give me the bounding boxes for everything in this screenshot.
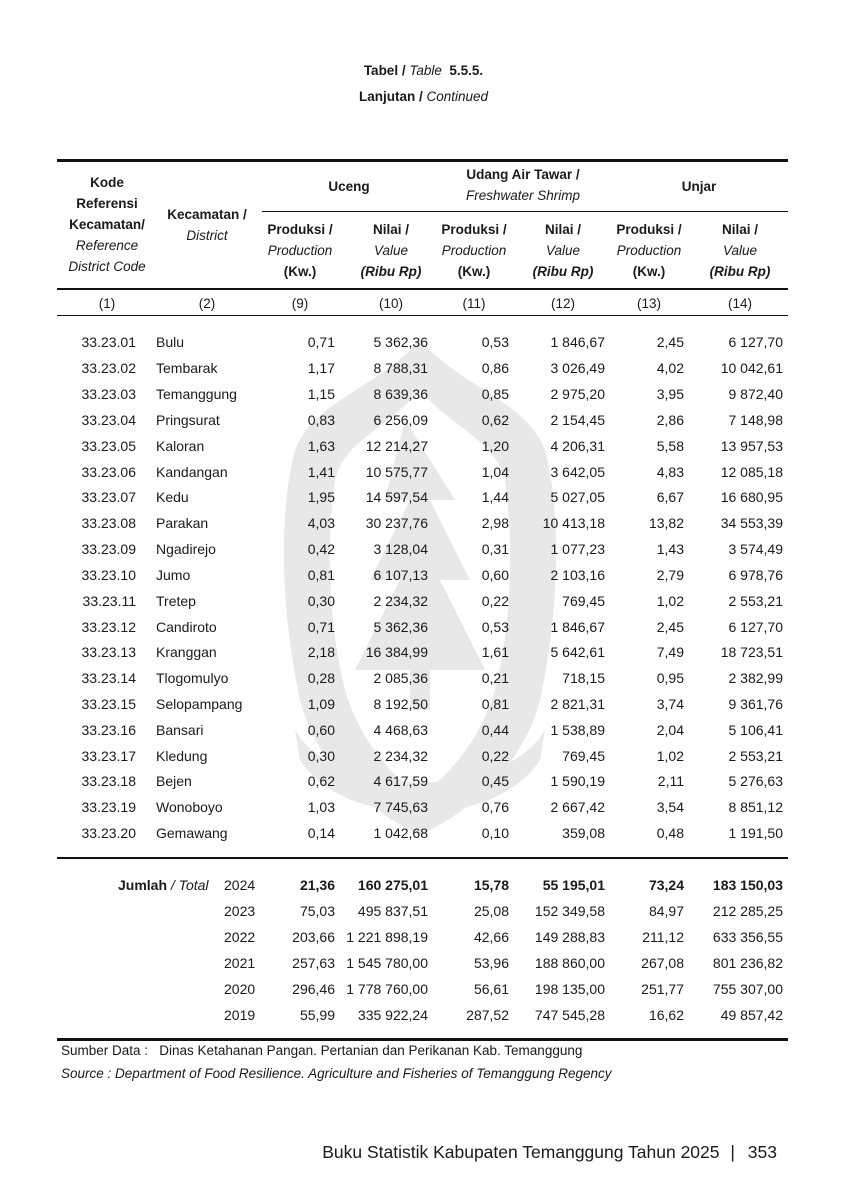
cell-udang-produksi: 15,78 — [473, 877, 509, 893]
cell-udang-produksi: 1,20 — [481, 438, 509, 454]
cell-udang-produksi: 0,22 — [481, 748, 509, 764]
cell-district: Bejen — [156, 773, 192, 789]
cell-udang-produksi: 56,61 — [473, 981, 509, 997]
nilai-label-en: Value — [722, 243, 758, 258]
colnum-1: (1) — [98, 296, 116, 311]
cell-uceng-nilai: 8 639,36 — [373, 386, 428, 402]
tabel-number: 5.5.5. — [449, 63, 484, 78]
cell-district: Kandangan — [156, 464, 228, 480]
cell-unjar-produksi: 3,95 — [656, 386, 684, 402]
cell-unjar-nilai: 1 191,50 — [728, 825, 783, 841]
cell-udang-produksi: 0,53 — [481, 334, 509, 350]
cell-year: 2023 — [224, 903, 256, 919]
nilai-label: Nilai / — [721, 222, 758, 237]
cell-uceng-produksi: 1,15 — [307, 386, 335, 402]
cell-district: Kedu — [156, 489, 189, 505]
header-udang-line1: Udang Air Tawar / — [466, 167, 580, 182]
tabel-label-en: Table — [409, 63, 442, 78]
cell-udang-produksi: 0,76 — [481, 799, 509, 815]
cell-unjar-produksi: 4,83 — [656, 464, 684, 480]
cell-code: 33.23.01 — [81, 334, 136, 350]
book-title: Buku Statistik Kabupaten Temanggung Tahun 2025 — [322, 1142, 720, 1162]
cell-udang-produksi: 0,22 — [481, 593, 509, 609]
cell-uceng-produksi: 1,17 — [307, 360, 335, 376]
cell-uceng-produksi: 55,99 — [299, 1007, 335, 1023]
cell-udang-produksi: 0,10 — [481, 825, 509, 841]
cell-code: 33.23.09 — [81, 541, 136, 557]
table-title — [0, 63, 847, 78]
header-kecamatan-line2: District — [186, 228, 228, 243]
cell-uceng-produksi: 0,14 — [307, 825, 335, 841]
cell-unjar-nilai: 6 127,70 — [728, 334, 783, 350]
table-row — [0, 768, 847, 794]
cell-udang-nilai: 2 821,31 — [550, 696, 605, 712]
cell-unjar-produksi: 2,86 — [656, 412, 684, 428]
cell-uceng-nilai: 2 234,32 — [373, 748, 428, 764]
cell-uceng-nilai: 3 128,04 — [373, 541, 428, 557]
table-row — [0, 614, 847, 640]
cell-code: 33.23.04 — [81, 412, 136, 428]
cell-udang-nilai: 769,45 — [562, 593, 605, 609]
cell-uceng-produksi: 1,03 — [307, 799, 335, 815]
total-label-en: / Total — [170, 877, 209, 893]
cell-unjar-produksi: 7,49 — [656, 644, 684, 660]
cell-code: 33.23.14 — [81, 670, 136, 686]
cell-district: Bansari — [156, 722, 204, 738]
cell-uceng-produksi: 2,18 — [307, 644, 335, 660]
table-row — [0, 381, 847, 407]
cell-uceng-produksi: 0,30 — [307, 593, 335, 609]
cell-district: Ngadirejo — [156, 541, 216, 557]
colnum-14: (14) — [727, 296, 752, 311]
cell-district: Candiroto — [156, 619, 217, 635]
cell-code: 33.23.15 — [81, 696, 136, 712]
cell-code: 33.23.20 — [81, 825, 136, 841]
header-kode-line1: Kode — [90, 175, 124, 190]
cell-unjar-produksi: 211,12 — [642, 929, 684, 945]
cell-district: Parakan — [156, 515, 209, 531]
cell-uceng-produksi: 0,62 — [307, 773, 335, 789]
cell-unjar-nilai: 49 857,42 — [720, 1007, 783, 1023]
lanjutan-label: Lanjutan / — [358, 89, 423, 104]
cell-code: 33.23.10 — [81, 567, 136, 583]
nilai-unit: (Ribu Rp) — [360, 264, 422, 279]
cell-unjar-nilai: 18 723,51 — [720, 644, 783, 660]
cell-udang-produksi: 0,31 — [481, 541, 509, 557]
cell-unjar-nilai: 6 978,76 — [728, 567, 783, 583]
produksi-unit: (Kw.) — [457, 264, 491, 279]
cell-udang-nilai: 747 545,28 — [534, 1007, 605, 1023]
table-row — [0, 484, 847, 510]
cell-uceng-nilai: 16 384,99 — [365, 644, 428, 660]
table-top-rule — [57, 159, 788, 162]
header-nilai-unjar — [694, 219, 786, 282]
cell-unjar-produksi: 4,02 — [656, 360, 684, 376]
cell-code: 33.23.11 — [82, 593, 136, 609]
nilai-unit: (Ribu Rp) — [532, 264, 594, 279]
cell-udang-nilai: 198 135,00 — [534, 981, 605, 997]
cell-uceng-produksi: 0,81 — [307, 567, 335, 583]
cell-unjar-produksi: 267,08 — [641, 955, 684, 971]
cell-udang-produksi: 2,98 — [481, 515, 509, 531]
cell-unjar-nilai: 34 553,39 — [720, 515, 783, 531]
source-note-en: Source : Department of Food Resilience. Agriculture and Fisheries of Temanggung Regency — [61, 1066, 612, 1081]
table-row — [0, 743, 847, 769]
source-note-id: Sumber Data : Dinas Ketahanan Pangan. Pertanian dan Perikanan Kab. Temanggung — [61, 1043, 583, 1058]
cell-district: Kranggan — [156, 644, 217, 660]
lanjutan-label-en: Continued — [426, 89, 489, 104]
table-row — [0, 794, 847, 820]
cell-udang-produksi: 25,08 — [473, 903, 509, 919]
cell-udang-nilai: 10 413,18 — [542, 515, 605, 531]
cell-unjar-produksi: 1,43 — [656, 541, 684, 557]
cell-unjar-produksi: 2,79 — [656, 567, 684, 583]
cell-uceng-produksi: 1,63 — [307, 438, 335, 454]
table-row — [0, 717, 847, 743]
cell-udang-nilai: 1 846,67 — [550, 334, 605, 350]
cell-udang-produksi: 0,53 — [481, 619, 509, 635]
header-produksi-uceng — [262, 219, 338, 282]
cell-unjar-nilai: 12 085,18 — [720, 464, 783, 480]
cell-code: 33.23.13 — [81, 644, 136, 660]
cell-uceng-nilai: 1 042,68 — [373, 825, 428, 841]
nilai-label-en: Value — [545, 243, 581, 258]
cell-udang-nilai: 4 206,31 — [550, 438, 605, 454]
cell-unjar-nilai: 7 148,98 — [728, 412, 783, 428]
table-subtitle — [0, 89, 847, 104]
header-nilai-udang — [518, 219, 608, 282]
cell-uceng-nilai: 1 221 898,19 — [346, 929, 428, 945]
cell-uceng-nilai: 8 192,50 — [373, 696, 428, 712]
cell-unjar-produksi: 5,58 — [656, 438, 684, 454]
colnum-13: (13) — [636, 296, 661, 311]
cell-uceng-produksi: 257,63 — [292, 955, 335, 971]
cell-udang-produksi: 287,52 — [466, 1007, 509, 1023]
produksi-label: Produksi / — [616, 222, 682, 237]
cell-unjar-produksi: 251,77 — [641, 981, 684, 997]
cell-code: 33.23.07 — [81, 489, 136, 505]
cell-district: Gemawang — [156, 825, 228, 841]
cell-unjar-nilai: 5 106,41 — [728, 722, 783, 738]
cell-uceng-produksi: 0,28 — [307, 670, 335, 686]
cell-uceng-produksi: 21,36 — [299, 877, 335, 893]
cell-udang-produksi: 1,44 — [481, 489, 509, 505]
cell-udang-nilai: 2 667,42 — [550, 799, 605, 815]
cell-udang-nilai: 1 846,67 — [550, 619, 605, 635]
nilai-unit: (Ribu Rp) — [709, 264, 771, 279]
header-kode-line5: District Code — [68, 259, 146, 274]
cell-unjar-produksi: 1,02 — [656, 748, 684, 764]
cell-unjar-nilai: 13 957,53 — [720, 438, 783, 454]
cell-uceng-produksi: 0,71 — [307, 619, 335, 635]
cell-uceng-nilai: 1 778 760,00 — [346, 981, 428, 997]
cell-udang-produksi: 0,44 — [481, 722, 509, 738]
cell-district: Kledung — [156, 748, 208, 764]
cell-unjar-produksi: 73,24 — [648, 877, 684, 893]
table-row — [0, 639, 847, 665]
cell-unjar-produksi: 13,82 — [648, 515, 684, 531]
header-produksi-unjar — [610, 219, 688, 282]
cell-udang-produksi: 0,85 — [481, 386, 509, 402]
cell-uceng-produksi: 4,03 — [307, 515, 335, 531]
colnum-10: (10) — [378, 296, 403, 311]
cell-year: 2019 — [224, 1007, 256, 1023]
header-kecamatan-line1: Kecamatan / — [167, 207, 247, 222]
cell-uceng-produksi: 203,66 — [292, 929, 335, 945]
cell-unjar-nilai: 3 574,49 — [728, 541, 783, 557]
table-row — [0, 407, 847, 433]
cell-udang-nilai: 2 154,45 — [550, 412, 605, 428]
cell-code: 33.23.03 — [81, 386, 136, 402]
cell-district: Tretep — [156, 593, 196, 609]
cell-code: 33.23.08 — [81, 515, 136, 531]
cell-unjar-nilai: 633 356,55 — [712, 929, 783, 945]
cell-uceng-nilai: 160 275,01 — [357, 877, 428, 893]
cell-uceng-nilai: 335 922,24 — [357, 1007, 428, 1023]
cell-udang-produksi: 0,62 — [481, 412, 509, 428]
nilai-label: Nilai / — [544, 222, 581, 237]
cell-uceng-produksi: 0,60 — [307, 722, 335, 738]
cell-udang-nilai: 2 975,20 — [550, 386, 605, 402]
total-row — [0, 872, 847, 898]
total-top-rule — [57, 857, 788, 859]
cell-udang-produksi: 53,96 — [473, 955, 509, 971]
cell-unjar-nilai: 9 361,76 — [728, 696, 783, 712]
cell-udang-produksi: 0,45 — [481, 773, 509, 789]
cell-year: 2024 — [224, 877, 256, 893]
cell-udang-nilai: 149 288,83 — [534, 929, 605, 945]
header-group-udang — [436, 164, 610, 206]
cell-uceng-nilai: 4 468,63 — [373, 722, 428, 738]
table-row — [0, 536, 847, 562]
cell-uceng-produksi: 1,41 — [307, 464, 335, 480]
cell-unjar-produksi: 16,62 — [648, 1007, 684, 1023]
cell-unjar-produksi: 0,48 — [656, 825, 684, 841]
cell-uceng-nilai: 2 234,32 — [373, 593, 428, 609]
produksi-label-en: Production — [441, 243, 507, 258]
cell-udang-nilai: 718,15 — [562, 670, 605, 686]
cell-uceng-nilai: 1 545 780,00 — [346, 955, 428, 971]
cell-unjar-produksi: 0,95 — [656, 670, 684, 686]
table-row — [0, 329, 847, 355]
nilai-label-en: Value — [373, 243, 409, 258]
cell-uceng-nilai: 12 214,27 — [365, 438, 428, 454]
cell-udang-produksi: 0,81 — [481, 696, 509, 712]
cell-uceng-nilai: 30 237,76 — [365, 515, 428, 531]
table-row — [0, 562, 847, 588]
cell-district: Selopampang — [156, 696, 243, 712]
table-bottom-rule — [57, 1038, 788, 1041]
header-unjar-label: Unjar — [681, 179, 717, 194]
cell-unjar-nilai: 183 150,03 — [712, 877, 783, 893]
cell-district: Temanggung — [156, 386, 237, 402]
total-label — [118, 872, 209, 898]
cell-uceng-nilai: 10 575,77 — [365, 464, 428, 480]
cell-code: 33.23.18 — [81, 773, 136, 789]
cell-uceng-produksi: 1,09 — [307, 696, 335, 712]
cell-year: 2022 — [224, 929, 256, 945]
cell-udang-produksi: 42,66 — [473, 929, 509, 945]
cell-code: 33.23.02 — [81, 360, 136, 376]
cell-udang-nilai: 152 349,58 — [534, 903, 605, 919]
cell-district: Bulu — [156, 334, 185, 350]
header-kode-line2: Referensi — [76, 196, 138, 211]
cell-udang-nilai: 188 860,00 — [534, 955, 605, 971]
table-row — [0, 820, 847, 846]
tabel-label: Tabel / — [363, 63, 406, 78]
header-kecamatan — [157, 204, 257, 246]
cell-uceng-produksi: 0,42 — [307, 541, 335, 557]
cell-uceng-produksi: 0,30 — [307, 748, 335, 764]
cell-uceng-produksi: 0,71 — [307, 334, 335, 350]
cell-uceng-nilai: 495 837,51 — [357, 903, 428, 919]
produksi-unit: (Kw.) — [632, 264, 666, 279]
page-number: 353 — [747, 1142, 777, 1162]
colnum-bottom-rule — [57, 315, 788, 316]
cell-udang-produksi: 0,86 — [481, 360, 509, 376]
cell-code: 33.23.17 — [81, 748, 136, 764]
cell-udang-produksi: 0,60 — [481, 567, 509, 583]
cell-code: 33.23.06 — [81, 464, 136, 480]
total-row — [0, 976, 847, 1002]
cell-uceng-nilai: 5 362,36 — [373, 334, 428, 350]
total-row — [0, 1002, 847, 1028]
cell-uceng-produksi: 296,46 — [292, 981, 335, 997]
cell-uceng-produksi: 1,95 — [307, 489, 335, 505]
cell-district: Jumo — [156, 567, 191, 583]
nilai-label: Nilai / — [372, 222, 409, 237]
cell-unjar-produksi: 2,04 — [656, 722, 684, 738]
total-row — [0, 950, 847, 976]
cell-uceng-produksi: 0,83 — [307, 412, 335, 428]
colnum-2: (2) — [198, 296, 216, 311]
cell-udang-produksi: 1,61 — [481, 644, 509, 660]
header-group-rule — [262, 211, 788, 212]
cell-uceng-nilai: 14 597,54 — [365, 489, 428, 505]
cell-unjar-produksi: 2,45 — [656, 334, 684, 350]
header-udang-line2: Freshwater Shrimp — [465, 188, 581, 203]
cell-udang-nilai: 1 538,89 — [550, 722, 605, 738]
cell-unjar-nilai: 2 382,99 — [728, 670, 783, 686]
footer-separator: | — [730, 1142, 735, 1162]
total-label-id: Jumlah — [118, 877, 168, 893]
cell-unjar-produksi: 1,02 — [656, 593, 684, 609]
cell-unjar-nilai: 2 553,21 — [728, 593, 783, 609]
cell-uceng-produksi: 75,03 — [299, 903, 335, 919]
cell-uceng-nilai: 6 256,09 — [373, 412, 428, 428]
cell-district: Wonoboyo — [156, 799, 223, 815]
cell-udang-nilai: 3 642,05 — [550, 464, 605, 480]
cell-unjar-produksi: 3,54 — [656, 799, 684, 815]
cell-unjar-nilai: 10 042,61 — [720, 360, 783, 376]
table-row — [0, 459, 847, 485]
colnum-12: (12) — [550, 296, 575, 311]
cell-unjar-nilai: 9 872,40 — [728, 386, 783, 402]
cell-udang-produksi: 0,21 — [481, 670, 509, 686]
cell-udang-nilai: 359,08 — [562, 825, 605, 841]
total-row — [0, 924, 847, 950]
cell-unjar-nilai: 6 127,70 — [728, 619, 783, 635]
cell-unjar-produksi: 84,97 — [648, 903, 684, 919]
cell-unjar-nilai: 16 680,95 — [720, 489, 783, 505]
cell-year: 2020 — [224, 981, 256, 997]
total-row — [0, 898, 847, 924]
cell-unjar-produksi: 2,11 — [657, 773, 684, 789]
produksi-label-en: Production — [267, 243, 333, 258]
cell-code: 33.23.16 — [81, 722, 136, 738]
table-row — [0, 588, 847, 614]
cell-code: 33.23.12 — [81, 619, 136, 635]
cell-district: Tembarak — [156, 360, 218, 376]
cell-unjar-nilai: 8 851,12 — [728, 799, 783, 815]
header-kode — [57, 172, 157, 277]
table-row — [0, 355, 847, 381]
cell-unjar-nilai: 801 236,82 — [712, 955, 783, 971]
produksi-label-en: Production — [616, 243, 682, 258]
cell-unjar-produksi: 6,67 — [656, 489, 684, 505]
cell-uceng-nilai: 2 085,36 — [373, 670, 428, 686]
cell-udang-nilai: 1 077,23 — [550, 541, 605, 557]
cell-unjar-nilai: 212 285,25 — [712, 903, 783, 919]
cell-uceng-nilai: 7 745,63 — [373, 799, 428, 815]
cell-district: Kaloran — [156, 438, 205, 454]
header-kode-line3: Kecamatan/ — [69, 217, 145, 232]
cell-uceng-nilai: 4 617,59 — [373, 773, 428, 789]
cell-unjar-nilai: 5 276,63 — [728, 773, 783, 789]
cell-udang-nilai: 3 026,49 — [550, 360, 605, 376]
cell-udang-nilai: 55 195,01 — [542, 877, 605, 893]
cell-unjar-nilai: 755 307,00 — [712, 981, 783, 997]
cell-code: 33.23.05 — [81, 438, 136, 454]
cell-district: Tlogomulyo — [156, 670, 229, 686]
produksi-label: Produksi / — [267, 222, 333, 237]
cell-district: Pringsurat — [156, 412, 220, 428]
table-row — [0, 691, 847, 717]
cell-uceng-nilai: 5 362,36 — [373, 619, 428, 635]
cell-udang-nilai: 769,45 — [562, 748, 605, 764]
header-nilai-uceng — [346, 219, 436, 282]
header-kode-line4: Reference — [75, 238, 139, 253]
cell-udang-nilai: 2 103,16 — [550, 567, 605, 583]
cell-udang-nilai: 1 590,19 — [550, 773, 605, 789]
colnum-9: (9) — [291, 296, 309, 311]
table-row — [0, 433, 847, 459]
cell-unjar-produksi: 3,74 — [656, 696, 684, 712]
header-produksi-udang — [436, 219, 512, 282]
header-group-uceng — [262, 176, 436, 197]
header-bottom-rule — [57, 288, 788, 290]
cell-year: 2021 — [224, 955, 256, 971]
header-group-unjar — [610, 176, 788, 197]
cell-udang-nilai: 5 642,61 — [550, 644, 605, 660]
colnum-11: (11) — [462, 296, 486, 311]
header-uceng-label: Uceng — [328, 179, 370, 194]
table-row — [0, 510, 847, 536]
page-footer — [322, 1142, 777, 1163]
produksi-label: Produksi / — [441, 222, 507, 237]
produksi-unit: (Kw.) — [283, 264, 317, 279]
table-row — [0, 665, 847, 691]
cell-unjar-produksi: 2,45 — [656, 619, 684, 635]
cell-udang-nilai: 5 027,05 — [550, 489, 605, 505]
cell-udang-produksi: 1,04 — [481, 464, 509, 480]
cell-uceng-nilai: 8 788,31 — [373, 360, 428, 376]
cell-unjar-nilai: 2 553,21 — [728, 748, 783, 764]
cell-code: 33.23.19 — [81, 799, 136, 815]
cell-uceng-nilai: 6 107,13 — [373, 567, 428, 583]
